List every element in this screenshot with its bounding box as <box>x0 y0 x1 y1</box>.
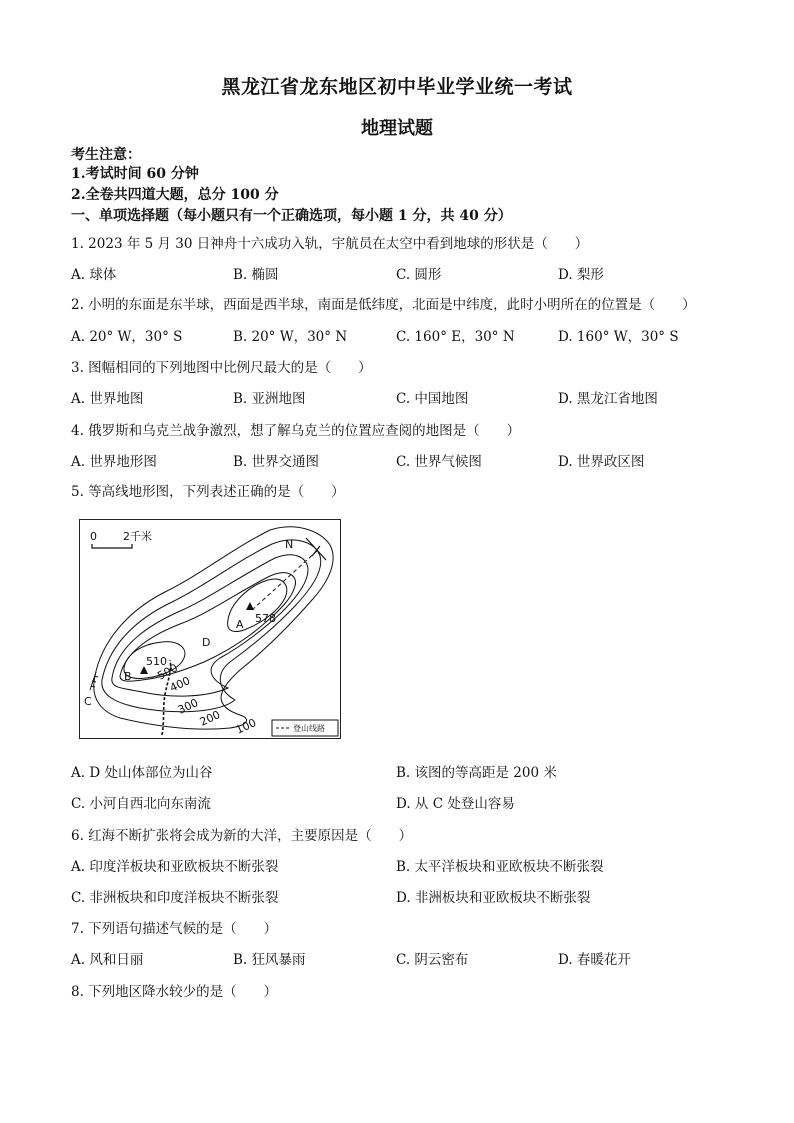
contour-label-100: 100 <box>233 716 259 737</box>
contour-100 <box>94 527 333 729</box>
question-6-option-b: B. 太平洋板块和亚欧板块不断张裂 <box>396 859 604 875</box>
question-6-option-c: C. 非洲板块和印度洋板块不断张裂 <box>71 890 279 906</box>
question-1-option-d: D. 梨形 <box>558 267 604 283</box>
question-2-option-a: A. 20° W，30° S <box>71 329 183 345</box>
question-3-stem: 3. 图幅相同的下列地图中比例尺最大的是（ ） <box>71 360 372 376</box>
exam-title: 黑龙江省龙东地区初中毕业学业统一考试 <box>221 76 573 98</box>
question-6-option-d: D. 非洲板块和亚欧板块不断张裂 <box>396 890 591 906</box>
scale-zero: 0 <box>90 530 97 543</box>
question-4-option-a: A. 世界地形图 <box>71 454 157 470</box>
notice-heading: 考生注意： <box>71 147 141 163</box>
peak-a-label: A <box>236 618 244 631</box>
question-4-option-c: C. 世界气候图 <box>396 454 482 470</box>
contour-label-400: 400 <box>167 674 193 695</box>
notice-item-1: 1.考试时间 60 分钟 <box>71 166 199 182</box>
question-6-stem: 6. 红海不断扩张将会成为新的大洋，主要原因是（ ） <box>71 828 413 844</box>
scale-label: 2千米 <box>123 530 152 543</box>
question-5-option-d: D. 从 C 处登山容易 <box>396 796 515 812</box>
contour-map <box>79 519 341 739</box>
peak-b-value: 510 <box>146 655 167 668</box>
point-c-label: C <box>84 695 92 708</box>
question-3-option-d: D. 黑龙江省地图 <box>558 391 658 407</box>
question-3-option-c: C. 中国地图 <box>396 391 469 407</box>
question-4-option-d: D. 世界政区图 <box>558 454 645 470</box>
question-7-option-d: D. 春暖花开 <box>558 952 631 968</box>
question-1-stem: 1. 2023 年 5 月 30 日神舟十六成功入轨，宇航员在太空中看到地球的形状是（ ） <box>71 236 589 252</box>
contour-300 <box>112 555 308 696</box>
question-5-option-c: C. 小河自西北向东南流 <box>71 796 211 812</box>
scale-bar <box>92 544 132 548</box>
question-5-stem: 5. 等高线地形图，下列表述正确的是（ ） <box>71 484 345 500</box>
peak-b-label: B <box>124 670 132 683</box>
notice-item-2: 2.全卷共四道大题，总分 100 分 <box>71 187 279 203</box>
question-2-stem: 2. 小明的东面是东半球，西面是西半球，南面是低纬度，北面是中纬度，此时小明所在的位置是（ ） <box>71 297 696 313</box>
contour-label-200: 200 <box>197 708 223 729</box>
question-2-option-c: C. 160° E，30° N <box>396 329 515 345</box>
north-label: N <box>285 538 294 551</box>
question-3-option-a: A. 世界地图 <box>71 391 144 407</box>
point-d-label: D <box>202 636 211 649</box>
question-1-option-b: B. 椭圆 <box>233 267 279 283</box>
question-1-option-c: C. 圆形 <box>396 267 442 283</box>
question-7-option-b: B. 狂风暴雨 <box>233 952 306 968</box>
question-3-option-b: B. 亚洲地图 <box>233 391 306 407</box>
question-1-option-a: A. 球体 <box>71 267 117 283</box>
exam-subtitle: 地理试题 <box>361 118 433 139</box>
question-5-option-b: B. 该图的等高距是 200 米 <box>396 765 557 781</box>
question-7-option-c: C. 阴云密布 <box>396 952 469 968</box>
question-2-option-b: B. 20° W，30° N <box>233 329 348 345</box>
contour-label-300: 300 <box>175 696 201 717</box>
section-heading: 一、单项选择题（每小题只有一个正确选项，每小题 1 分，共 40 分） <box>71 208 512 224</box>
north-arrow <box>306 538 326 560</box>
question-5-option-a: A. D 处山体部位为山谷 <box>71 765 213 781</box>
peak-a-marker <box>246 602 254 610</box>
question-8-stem: 8. 下列地区降水较少的是（ ） <box>71 984 278 1000</box>
question-7-stem: 7. 下列语句描述气候的是（ ） <box>71 921 278 937</box>
question-4-stem: 4. 俄罗斯和乌克兰战争激烈，想了解乌克兰的位置应查阅的地图是（ ） <box>71 423 521 439</box>
question-7-option-a: A. 风和日丽 <box>71 952 144 968</box>
peak-a-value: 578 <box>255 612 276 625</box>
question-2-option-d: D. 160° W，30° S <box>558 329 679 345</box>
legend-label: 登山线路 <box>293 724 325 733</box>
contour-label-500: 500 <box>155 661 180 683</box>
question-4-option-b: B. 世界交通图 <box>233 454 320 470</box>
question-6-option-a: A. 印度洋板块和亚欧板块不断张裂 <box>71 859 279 875</box>
